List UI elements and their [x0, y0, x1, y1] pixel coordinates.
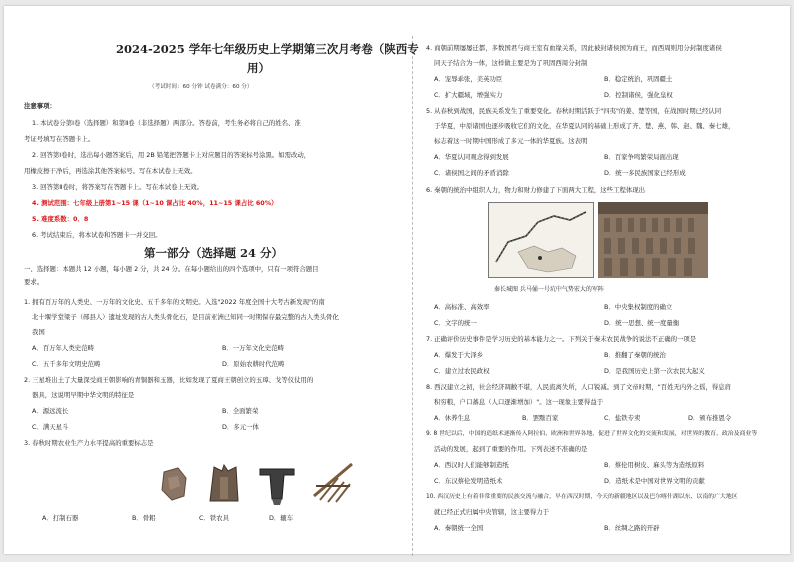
q4-option-d[interactable]: D．控制诸侯，强化皇权 — [604, 91, 673, 99]
q4-stem-line: 4. 商朝前期屡屡迁都，多数国君与商王室有血缘关系，因此被封诸侯国为商王，而西周则用分封制度诸侯 — [426, 44, 722, 52]
note-line: 6. 考试结束后，将本试卷和答题卡一并交回。 — [32, 231, 162, 239]
q7-option-a[interactable]: A．爆发于大泽乡 — [434, 351, 484, 359]
exam-title-line1: 2024-2025 学年七年级历史上学期第三次月考卷（陕西专 — [116, 42, 419, 56]
exam-page — [4, 6, 790, 554]
q1-option-a[interactable]: A．百万年人类史范畴 — [32, 344, 94, 352]
q10-option-b[interactable]: B．丝绸之路的开辟 — [604, 524, 660, 532]
q5-option-c[interactable]: C．诸侯国之间的矛盾消除 — [434, 169, 509, 177]
q4-option-b[interactable]: B．稳定统治，巩固疆土 — [604, 75, 673, 83]
q1-stem-line: 北十堰学堂梁子（郧县人）遗址发现的古人类头骨化石，是目前亚洲已知同一时期保存最完整的古人类头骨化 — [32, 313, 339, 321]
note-line: 用橡皮擦干净后，再选涂其他答案标号。写在本试卷上无效。 — [24, 167, 197, 175]
note-line: 3. 回答第Ⅱ卷时，将答案写在答题卡上。写在本试卷上无效。 — [32, 183, 204, 191]
section-intro-line: 要求。 — [24, 278, 44, 286]
iron-tool-image — [254, 461, 300, 507]
q9-stem-line: 活动的发展，起到了重要的作用。下列表述不准确的是 — [434, 445, 588, 453]
q5-option-d[interactable]: D．统一多民族国家已经形成 — [604, 169, 686, 177]
note-line: 2. 回答第Ⅰ卷时，选出每小题答案后，用 2B 铅笔把答题卡上对应题目的答案标号涂黑。如需改动， — [32, 151, 311, 159]
notes-heading: 注意事项： — [24, 102, 56, 110]
q2-option-c[interactable]: C．满天星斗 — [32, 423, 69, 431]
q8-option-b[interactable]: B．罢黜百家 — [522, 414, 559, 422]
q3-stem-line: 3. 春秋时期农业生产力水平提高的重要标志是 — [24, 439, 154, 447]
q10-stem-line: 就已经正式归属中央管辖，这主要得力于 — [434, 508, 550, 516]
plough-image — [308, 456, 360, 508]
q5-option-a[interactable]: A．华夏认同观念得到发展 — [434, 153, 509, 161]
q9-stem-line: 9. 8 世纪以后，中国的造纸术逐渐传入阿拉伯、欧洲和世界各地，促进了世界文化的交流和发展，对世界的教育、政治及商业等 — [426, 431, 758, 437]
bone-spade-image — [202, 461, 246, 507]
q1-option-c[interactable]: C．五千多年文明史范畴 — [32, 360, 101, 368]
q7-option-c[interactable]: C．建立过农民政权 — [434, 367, 490, 375]
q8-stem-line: 8. 西汉建立之初，社会经济凋敝不堪，人民流离失所，人口锐减。到了文帝时期，"百姓无内外之徭，得息肩 — [426, 383, 732, 391]
q4-stem-line: 同天子结合为一体，这样做主要是为了巩固西周分封制 — [434, 59, 588, 67]
q5-stem-line: 于华夏，中原诸国也逐步吸收它们的文化，在华夏认同的基础上形成了齐、楚、燕、韩、赵、魏、秦七雄， — [434, 122, 735, 130]
terracotta-army-image — [598, 202, 708, 278]
q3-option-d[interactable]: D．辘车 — [269, 514, 294, 522]
q1-option-b[interactable]: B．一万年文化史范畴 — [222, 344, 284, 352]
q3-option-b[interactable]: B．骨耜 — [132, 514, 156, 522]
q10-option-a[interactable]: A．秦朝统一全国 — [434, 524, 484, 532]
q9-option-c[interactable]: C．东汉蔡伦发明造纸术 — [434, 477, 503, 485]
q6-option-a[interactable]: A．高标准、高效率 — [434, 303, 490, 311]
q9-option-d[interactable]: D．造纸术是中国对世界文明的贡献 — [604, 477, 705, 485]
q9-option-b[interactable]: B．蔡伦用树皮、麻头等为造纸原料 — [604, 461, 705, 469]
q8-option-d[interactable]: D．颁布推恩令 — [688, 414, 732, 422]
q8-option-a[interactable]: A．休养生息 — [434, 414, 471, 422]
q1-stem-line: 我国 — [32, 328, 45, 336]
q1-stem-line: 1. 拥有百万年的人类史、一万年的文化史、五千多年的文明史。入选"2022 年度全国十大考古新发现"的南 — [24, 298, 325, 306]
q5-option-b[interactable]: B．百家争鸣繁荣局面出现 — [604, 153, 679, 161]
q8-stem-line: 积穷粮，户口蕃息（人口逐渐增加）"。这一现象主要得益于 — [434, 398, 604, 406]
q10-stem-line: 10. 西汉历史上有着非常重要的民族交流与融合，早在西汉时期，今天的新疆地区以及巴尔喀什湖以东、以南的广大地区 — [426, 494, 738, 500]
q7-option-b[interactable]: B．推翻了秦朝的统治 — [604, 351, 666, 359]
q7-option-d[interactable]: D．是我国历史上第一次农民大起义 — [604, 367, 705, 375]
q2-option-a[interactable]: A．源远流长 — [32, 407, 69, 415]
q6-stem-line: 6. 秦朝的统治中组织人力，物力和财力修建了下面两大工程，这些工程体现出 — [426, 186, 646, 194]
q2-option-b[interactable]: B．全面繁荣 — [222, 407, 259, 415]
q4-option-a[interactable]: A．宠辱乖张，美英功臣 — [434, 75, 503, 83]
section-intro-line: 一、选择题：本题共 12 小题，每小题 2 分，共 24 分。在每小题给出的四个选项中，只有一项符合题目 — [24, 265, 319, 273]
q5-stem-line: 标志着这一时期中国形成了多元一体的华夏族。这表明 — [434, 137, 588, 145]
stone-tool-image — [154, 464, 194, 504]
note-line: 1. 本试卷分第Ⅰ卷（选择题）和第Ⅱ卷（非选择题）两部分。答卷前，考生务必将自己的姓名、准 — [32, 119, 301, 127]
q6-image-caption: 秦长城图 兵马俑一号坑中气势宏大的军阵 — [494, 286, 604, 293]
q6-option-d[interactable]: D．统一思想、统一度量衡 — [604, 319, 680, 327]
exam-title-line2: 用） — [247, 61, 270, 75]
q4-option-c[interactable]: C．扩大疆域，增强实力 — [434, 91, 503, 99]
q8-option-c[interactable]: C．盐铁专卖 — [604, 414, 641, 422]
q2-stem-line: 器具，这说明早期中华文明的特征是 — [32, 391, 135, 399]
q7-stem-line: 7. 正确评价历史事件是学习历史的基本能力之一。下列关于秦末农民战争的说法不正确的一项是 — [426, 335, 697, 343]
column-divider — [412, 36, 413, 556]
q6-option-b[interactable]: B．中央集权制度的确立 — [604, 303, 673, 311]
q6-option-c[interactable]: C．文字的统一 — [434, 319, 477, 327]
note-line: 考证号填写在答题卡上。 — [24, 135, 95, 143]
q3-option-c[interactable]: C．铁农具 — [199, 514, 230, 522]
q2-stem-line: 2. 三星堆出土了大量深受商王朝影响的青铜器和玉器，比如发现了夏商王朝创立的玉璋、戈等仪仗用的 — [24, 376, 314, 384]
note-line-difficulty: 5. 难度系数：0．8 — [32, 215, 89, 223]
q1-option-d[interactable]: D．原始农耕时代范畴 — [222, 360, 285, 368]
exam-info: （考试时间：60 分钟 试卷满分：60 分） — [149, 84, 253, 90]
q9-option-a[interactable]: A．西汉时人们能够制造纸 — [434, 461, 509, 469]
q3-option-a[interactable]: A．打制石器 — [42, 514, 79, 522]
q2-option-d[interactable]: D．多元一体 — [222, 423, 259, 431]
q5-stem-line: 5. 从春秋到战国，民族关系发生了重要变化。春秋时期活跃于"四夷"的姜、楚等国，在战国时期已经认同 — [426, 107, 722, 115]
section-title: 第一部分（选择题 24 分） — [144, 246, 284, 260]
great-wall-map-image — [488, 202, 594, 278]
note-line-test-range: 4. 测试范围：七年级上册第1~15 课（1~10 课占比 40%，11~15 课占比 60%） — [32, 199, 278, 207]
